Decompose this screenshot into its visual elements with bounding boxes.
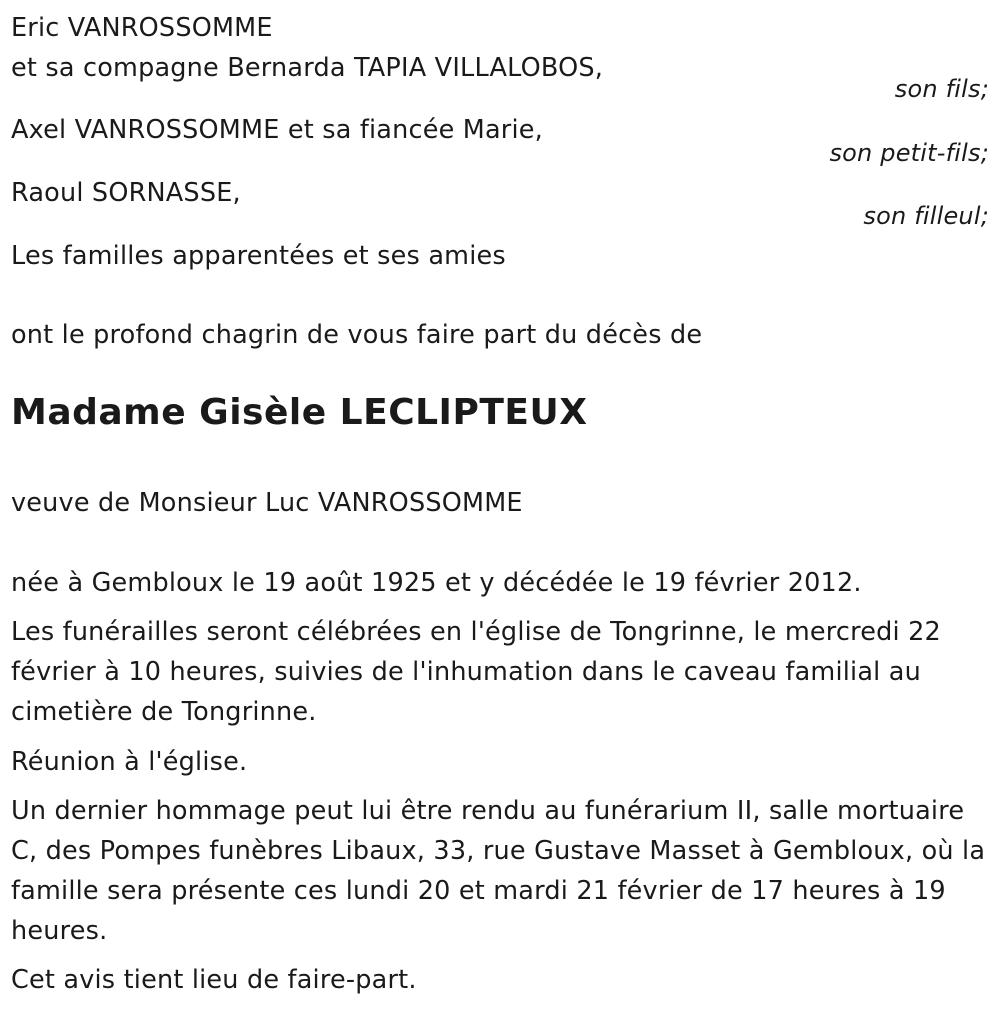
relation-godson: son filleul; bbox=[863, 202, 989, 230]
deceased-name: Madame Gisèle LECLIPTEUX bbox=[11, 392, 588, 433]
family-line-eric: Eric VANROSSOMME bbox=[11, 13, 273, 43]
meeting-text: Réunion à l'église. bbox=[11, 747, 248, 777]
relation-son: son fils; bbox=[894, 75, 989, 103]
announcement-text: ont le profond chagrin de vous faire part du décès de bbox=[11, 320, 703, 350]
funeral-paragraph: Les funérailles seront célébrées en l'église de Tongrinne, le mercredi 22 février à 10 heures, suivies de l'inhumation dans le caveau familial au cimetière de Tongrinne. bbox=[11, 617, 941, 727]
closing-text: Cet avis tient lieu de faire-part. bbox=[11, 965, 417, 995]
family-line-raoul: Raoul SORNASSE, bbox=[11, 178, 241, 208]
birth-death-text: née à Gembloux le 19 août 1925 et y décédée le 19 février 2012. bbox=[11, 568, 862, 598]
family-line-axel: Axel VANROSSOMME et sa fiancée Marie, bbox=[11, 115, 543, 145]
tribute-paragraph: Un dernier hommage peut lui être rendu au funérarium II, salle mortuaire C, des Pompes funèbres Libaux, 33, rue Gustave Masset à Gembloux, où la famille sera présente ces lundi 20 et mardi 21 février de 17 heures à 19 heures. bbox=[11, 796, 986, 946]
family-line-bernarda: et sa compagne Bernarda TAPIA VILLALOBOS, bbox=[11, 53, 604, 83]
widow-of-text: veuve de Monsieur Luc VANROSSOMME bbox=[11, 488, 523, 518]
relation-grandson: son petit-fils; bbox=[829, 139, 989, 167]
family-line-relatives: Les familles apparentées et ses amies bbox=[11, 241, 506, 271]
